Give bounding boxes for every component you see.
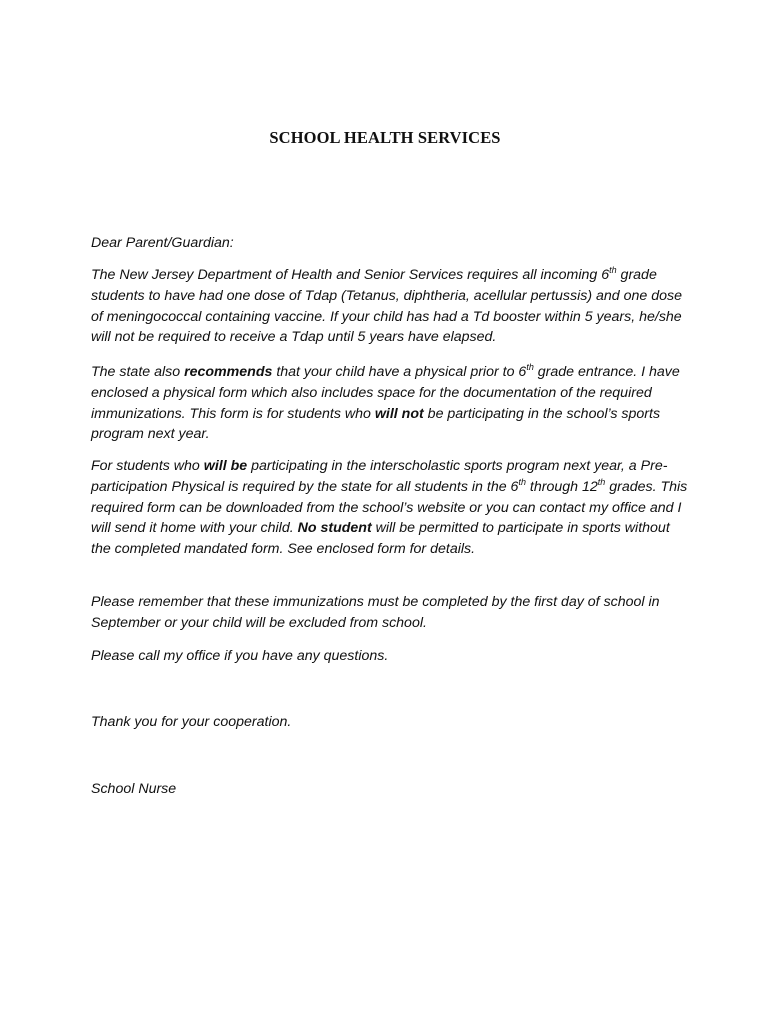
- p2-text-d: be participating in the school’s sports program next year.: [91, 405, 661, 443]
- closing-line: Thank you for your cooperation.: [91, 714, 292, 730]
- paragraph-immunization-deadline: Please remember that these immunizations must be completed by the first day of school in September or your child will be excluded from school.: [91, 594, 660, 631]
- paragraph-sports-physical: [91, 456, 691, 560]
- p3-text-c: through 12: [525, 478, 598, 495]
- p2-text-a: The state also: [91, 364, 185, 380]
- p3-text-a: For students who: [91, 458, 204, 474]
- p2-bold-will-not: will not: [374, 405, 424, 422]
- p3-bold-no-student: No student: [297, 520, 372, 537]
- signature: School Nurse: [91, 781, 177, 797]
- p2-bold-recommends: recommends: [184, 364, 273, 380]
- p3-text-e: will be permitted to participate in sports without the completed mandated form. See enclosed form for details.: [91, 520, 670, 558]
- p3-superscript-6th: th: [518, 476, 526, 487]
- paragraph-tdap-requirement: [91, 265, 691, 348]
- p3-text-d: grades. This required form can be downloaded from the school’s website or you can contact my office and I will send it home with your child.: [91, 478, 688, 537]
- p3-superscript-12th: th: [597, 476, 606, 487]
- paragraph-call-office: Please call my office if you have any questions.: [91, 648, 389, 664]
- p1-text-a: The New Jersey Department of Health and Senior Services requires all incoming 6: [91, 267, 610, 283]
- p3-bold-will-be: will be: [203, 458, 248, 474]
- p2-text-b: that your child have a physical prior to 6: [272, 364, 527, 380]
- p1-superscript: th: [609, 265, 617, 275]
- p3-text-b: participating in the interscholastic sports program next year, a Pre-participation Physical is required by the state for all students in the 6: [91, 458, 668, 495]
- paragraph-physical-recommendation: [91, 362, 691, 445]
- p2-text-c: grade entrance. I have enclosed a physical form which also includes space for the documentation of the required immunizations. This form is for students who: [91, 364, 680, 422]
- greeting: Dear Parent/Guardian:: [91, 235, 234, 251]
- page-title: SCHOOL HEALTH SERVICES: [269, 128, 501, 147]
- p1-text-b: grade students to have had one dose of Tdap (Tetanus, diphtheria, acellular pertussis) and one dose of meningococcal containing vaccine. If your child has had a Td booster within 5 years, he/she will not be required to receive a Tdap until 5 years have elapsed.: [91, 267, 683, 346]
- p2-superscript: th: [526, 362, 534, 372]
